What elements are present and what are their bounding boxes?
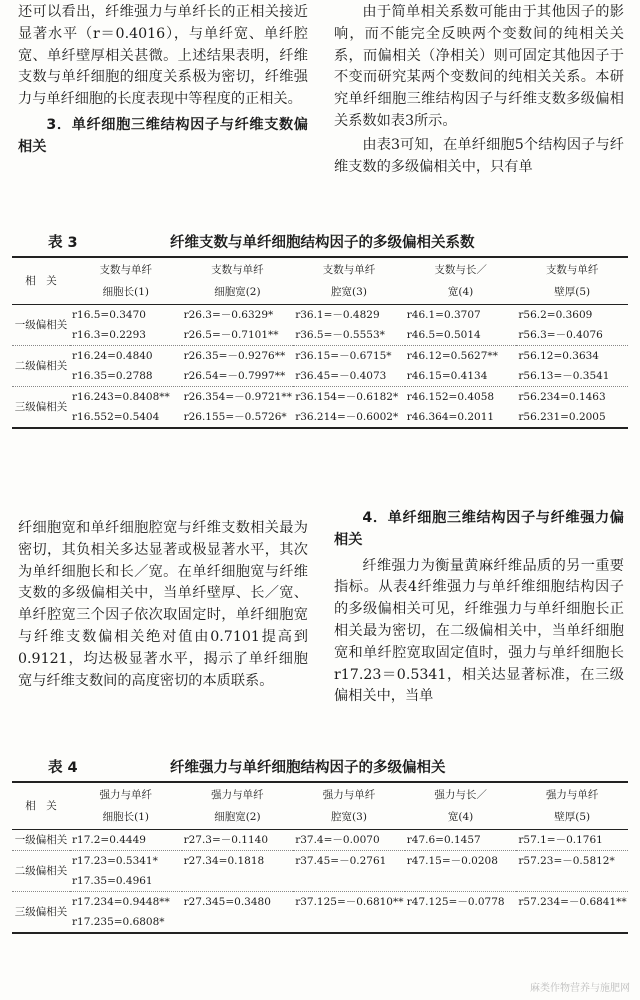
table-cell: r17.23=0.5341* (72, 855, 158, 867)
header-line-2: 宽(4) (447, 286, 474, 298)
header-line-1: 支数与长／ (434, 264, 487, 276)
header-line-1: 强力与长／ (434, 789, 487, 801)
table-cell: r37.45=－0.2761 (295, 855, 387, 867)
table-cell: r46.5=0.5014 (406, 329, 481, 341)
header-line-2: 细胞宽(2) (214, 286, 261, 298)
table-cell: r16.3=0.2293 (72, 329, 146, 341)
header-line-2: 细胞长(1) (102, 811, 149, 823)
table-cell: r36.45=－0.4073 (295, 370, 387, 382)
table-cell: r17.234=0.9448** (72, 896, 170, 908)
mid-right-column (334, 508, 624, 708)
row-group-label: 三级偏相关 (14, 906, 68, 918)
table-cell: r46.152=0.4058 (406, 391, 495, 403)
table-cell: r16.35=0.2788 (72, 370, 153, 382)
table-cell: r57.23=－0.5812* (518, 855, 615, 867)
table-cell: r46.364=0.2011 (406, 411, 495, 423)
table-cell (405, 912, 517, 933)
section4-heading: 4．单纤细胞三维结构因子与纤维强力偏相关 (334, 510, 624, 548)
table-row (12, 912, 628, 933)
table-row (12, 892, 628, 913)
table-cell: r57.1=－0.1761 (518, 834, 603, 846)
header-line-1: 强力与单纤 (99, 789, 153, 801)
table4 (12, 781, 628, 934)
top-left-paragraph: 还可以看出，纤维强力与单纤长的正相关接近显著水平（r＝0.4016），与单纤宽、单纤腔宽、单纤壁厚相关甚微。上述结果表明，纤维支数与单纤细胞的细度关系极为密切，纤维强力与单纤细胞的长度表现中等程度的正相关。 (18, 4, 308, 108)
table-cell: r36.214=－0.6002* (295, 411, 399, 423)
header-line-2: 细胞长(1) (102, 286, 149, 298)
table-cell (182, 871, 294, 892)
header-line-2: 细胞宽(2) (214, 811, 261, 823)
top-right-column (334, 2, 624, 178)
table-cell: r27.345=0.3480 (183, 896, 271, 908)
table-cell: r56.234=0.1463 (518, 391, 606, 403)
table-header-cell (405, 257, 517, 305)
table4-number: 表 4 (48, 760, 78, 776)
top-right-paragraph-1: 由于简单相关系数可能由于其他因子的影响，而不能完全反映两个变数间的纯相关关系，而偏相关（净相关）则可固定其他因子于不变而研究某两个变数间的纯相关关系。本研究单纤细胞三维结构因子与纤维支数多级偏相关系数如表3所示。 (334, 4, 624, 129)
table-cell: r17.235=0.6808* (72, 916, 165, 928)
table-row (12, 305, 628, 326)
table-cell: r56.3=－0.4076 (518, 329, 603, 341)
table-header-corner: 相 关 (25, 275, 57, 287)
row-group-label: 一级偏相关 (14, 834, 68, 846)
table-header-cell (182, 257, 294, 305)
table-cell: r47.6=0.1457 (406, 834, 481, 846)
mid-left-column (18, 518, 308, 692)
table-cell (516, 871, 628, 892)
table-cell: r47.15=－0.0208 (406, 855, 498, 867)
mid-left-paragraph: 纤细胞宽和单纤细胞腔宽与纤维支数相关最为密切，其负相关多达显著或极显著水平，其次为单纤细胞长和长／宽。在单纤细胞宽与纤维支数的多级偏相关中，当单纤壁厚、长／宽、单纤腔宽三个因子依次取固定时，单纤细胞宽与纤维支数偏相关绝对值由0.7101提高到0.9121，均达极显著水平，揭示了单纤细胞宽与纤维支数间的高度密切的本质联系。 (18, 520, 308, 689)
table-cell: r27.34=0.1818 (183, 855, 265, 867)
section3-heading: 3．单纤细胞三维结构因子与纤维支数偏相关 (18, 116, 308, 155)
table-cell: r37.4=－0.0070 (295, 834, 380, 846)
table-cell (182, 912, 294, 933)
table-cell (405, 871, 517, 892)
table-cell: r26.35=－0.9276** (183, 350, 286, 362)
table-row (12, 851, 628, 872)
table-cell: r46.15=0.4134 (406, 370, 488, 382)
table-header-cell (293, 782, 405, 830)
header-line-2: 壁厚(5) (554, 811, 591, 823)
table-cell: r36.154=－0.6182* (295, 391, 399, 403)
table-cell: r36.15=－0.6715* (295, 350, 392, 362)
table-cell: r26.54=－0.7997** (183, 370, 286, 382)
table3-title: 纤维支数与单纤细胞结构因子的多级偏相关系数 (170, 235, 475, 251)
row-group-label: 二级偏相关 (14, 360, 68, 372)
table-row (12, 346, 628, 367)
table-header-cell (516, 257, 628, 305)
table-header-corner: 相 关 (25, 800, 57, 812)
row-group-label: 一级偏相关 (14, 319, 68, 331)
table-cell: r36.1=－0.4829 (295, 309, 380, 321)
header-line-2: 腔宽(3) (331, 811, 367, 823)
table4-title: 纤维强力与单纤细胞结构因子的多级偏相关 (170, 760, 446, 776)
table-header-cell (293, 257, 405, 305)
header-line-1: 支数与单纤 (322, 264, 376, 276)
table-cell: r17.2=0.4449 (72, 834, 146, 846)
header-line-1: 支数与单纤 (545, 264, 599, 276)
table-cell (516, 912, 628, 933)
table-row (12, 407, 628, 428)
header-line-1: 支数与单纤 (211, 264, 264, 276)
watermark: 麻类作物营养与施肥网 (530, 983, 630, 994)
table-row (12, 387, 628, 408)
table-cell: r26.155=－0.5726* (183, 411, 287, 423)
header-line-1: 强力与单纤 (545, 789, 599, 801)
table-cell: r17.35=0.4961 (72, 875, 153, 887)
table4-caption (0, 752, 640, 778)
row-group-label: 二级偏相关 (14, 865, 68, 877)
mid-right-paragraph: 纤维强力为衡量黄麻纤维品质的另一重要指标。从表4纤维强力与单纤维细胞结构因子的多级偏相关可见，纤维强力与单纤细胞长正相关最为密切，在二级偏相关中，当单纤细胞宽和单纤腔宽取固定值时，强力与单纤细胞长r17.23＝0.5341，相关达显著标准，在三级偏相关中，当单 (334, 557, 624, 705)
table-cell: r46.1=0.3707 (406, 309, 481, 321)
table3-number: 表 3 (48, 235, 78, 251)
table-row (12, 871, 628, 892)
table-cell: r16.552=0.5404 (72, 411, 160, 423)
table-cell: r47.125=－0.0778 (406, 896, 505, 908)
header-line-1: 强力与单纤 (322, 789, 376, 801)
table-cell: r27.3=－0.1140 (183, 834, 269, 846)
table-cell: r56.12=0.3634 (518, 350, 599, 362)
table-cell: r16.5=0.3470 (72, 309, 146, 321)
table-cell: r26.3=－0.6329* (183, 309, 274, 321)
table-cell: r56.13=－0.3541 (518, 370, 610, 382)
header-line-1: 支数与单纤 (99, 264, 153, 276)
table-cell (293, 912, 405, 933)
table-cell: r56.2=0.3609 (518, 309, 593, 321)
row-group-label: 三级偏相关 (14, 401, 68, 413)
table-header-cell (70, 782, 182, 830)
top-left-column (18, 2, 308, 159)
table3-caption (0, 227, 640, 253)
table3 (12, 256, 628, 429)
table-cell: r46.12=0.5627** (406, 350, 498, 362)
table-cell: r26.5=－0.7101** (183, 329, 279, 341)
table-header-cell (182, 782, 294, 830)
table-cell: r57.234=－0.6841** (518, 896, 627, 908)
table-header-cell (516, 782, 628, 830)
table-cell: r16.24=0.4840 (72, 350, 153, 362)
header-line-2: 宽(4) (447, 811, 474, 823)
table-cell: r56.231=0.2005 (518, 411, 606, 423)
table-cell: r37.125=－0.6810** (295, 896, 404, 908)
top-right-paragraph-2: 由表3可知，在单纤细胞5个结构因子与纤维支数的多级偏相关中，只有单 (334, 136, 624, 175)
table-cell: r16.243=0.8408** (72, 391, 170, 403)
table-cell (293, 871, 405, 892)
header-line-1: 强力与单纤 (211, 789, 264, 801)
table-row (12, 830, 628, 851)
table-cell: r36.5=－0.5553* (295, 329, 385, 341)
table-row (12, 325, 628, 346)
table-row (12, 366, 628, 387)
table-header-cell (405, 782, 517, 830)
table-cell: r26.354=－0.9721** (183, 391, 292, 403)
header-line-2: 壁厚(5) (554, 286, 591, 298)
table-header-cell (70, 257, 182, 305)
header-line-2: 腔宽(3) (331, 286, 367, 298)
